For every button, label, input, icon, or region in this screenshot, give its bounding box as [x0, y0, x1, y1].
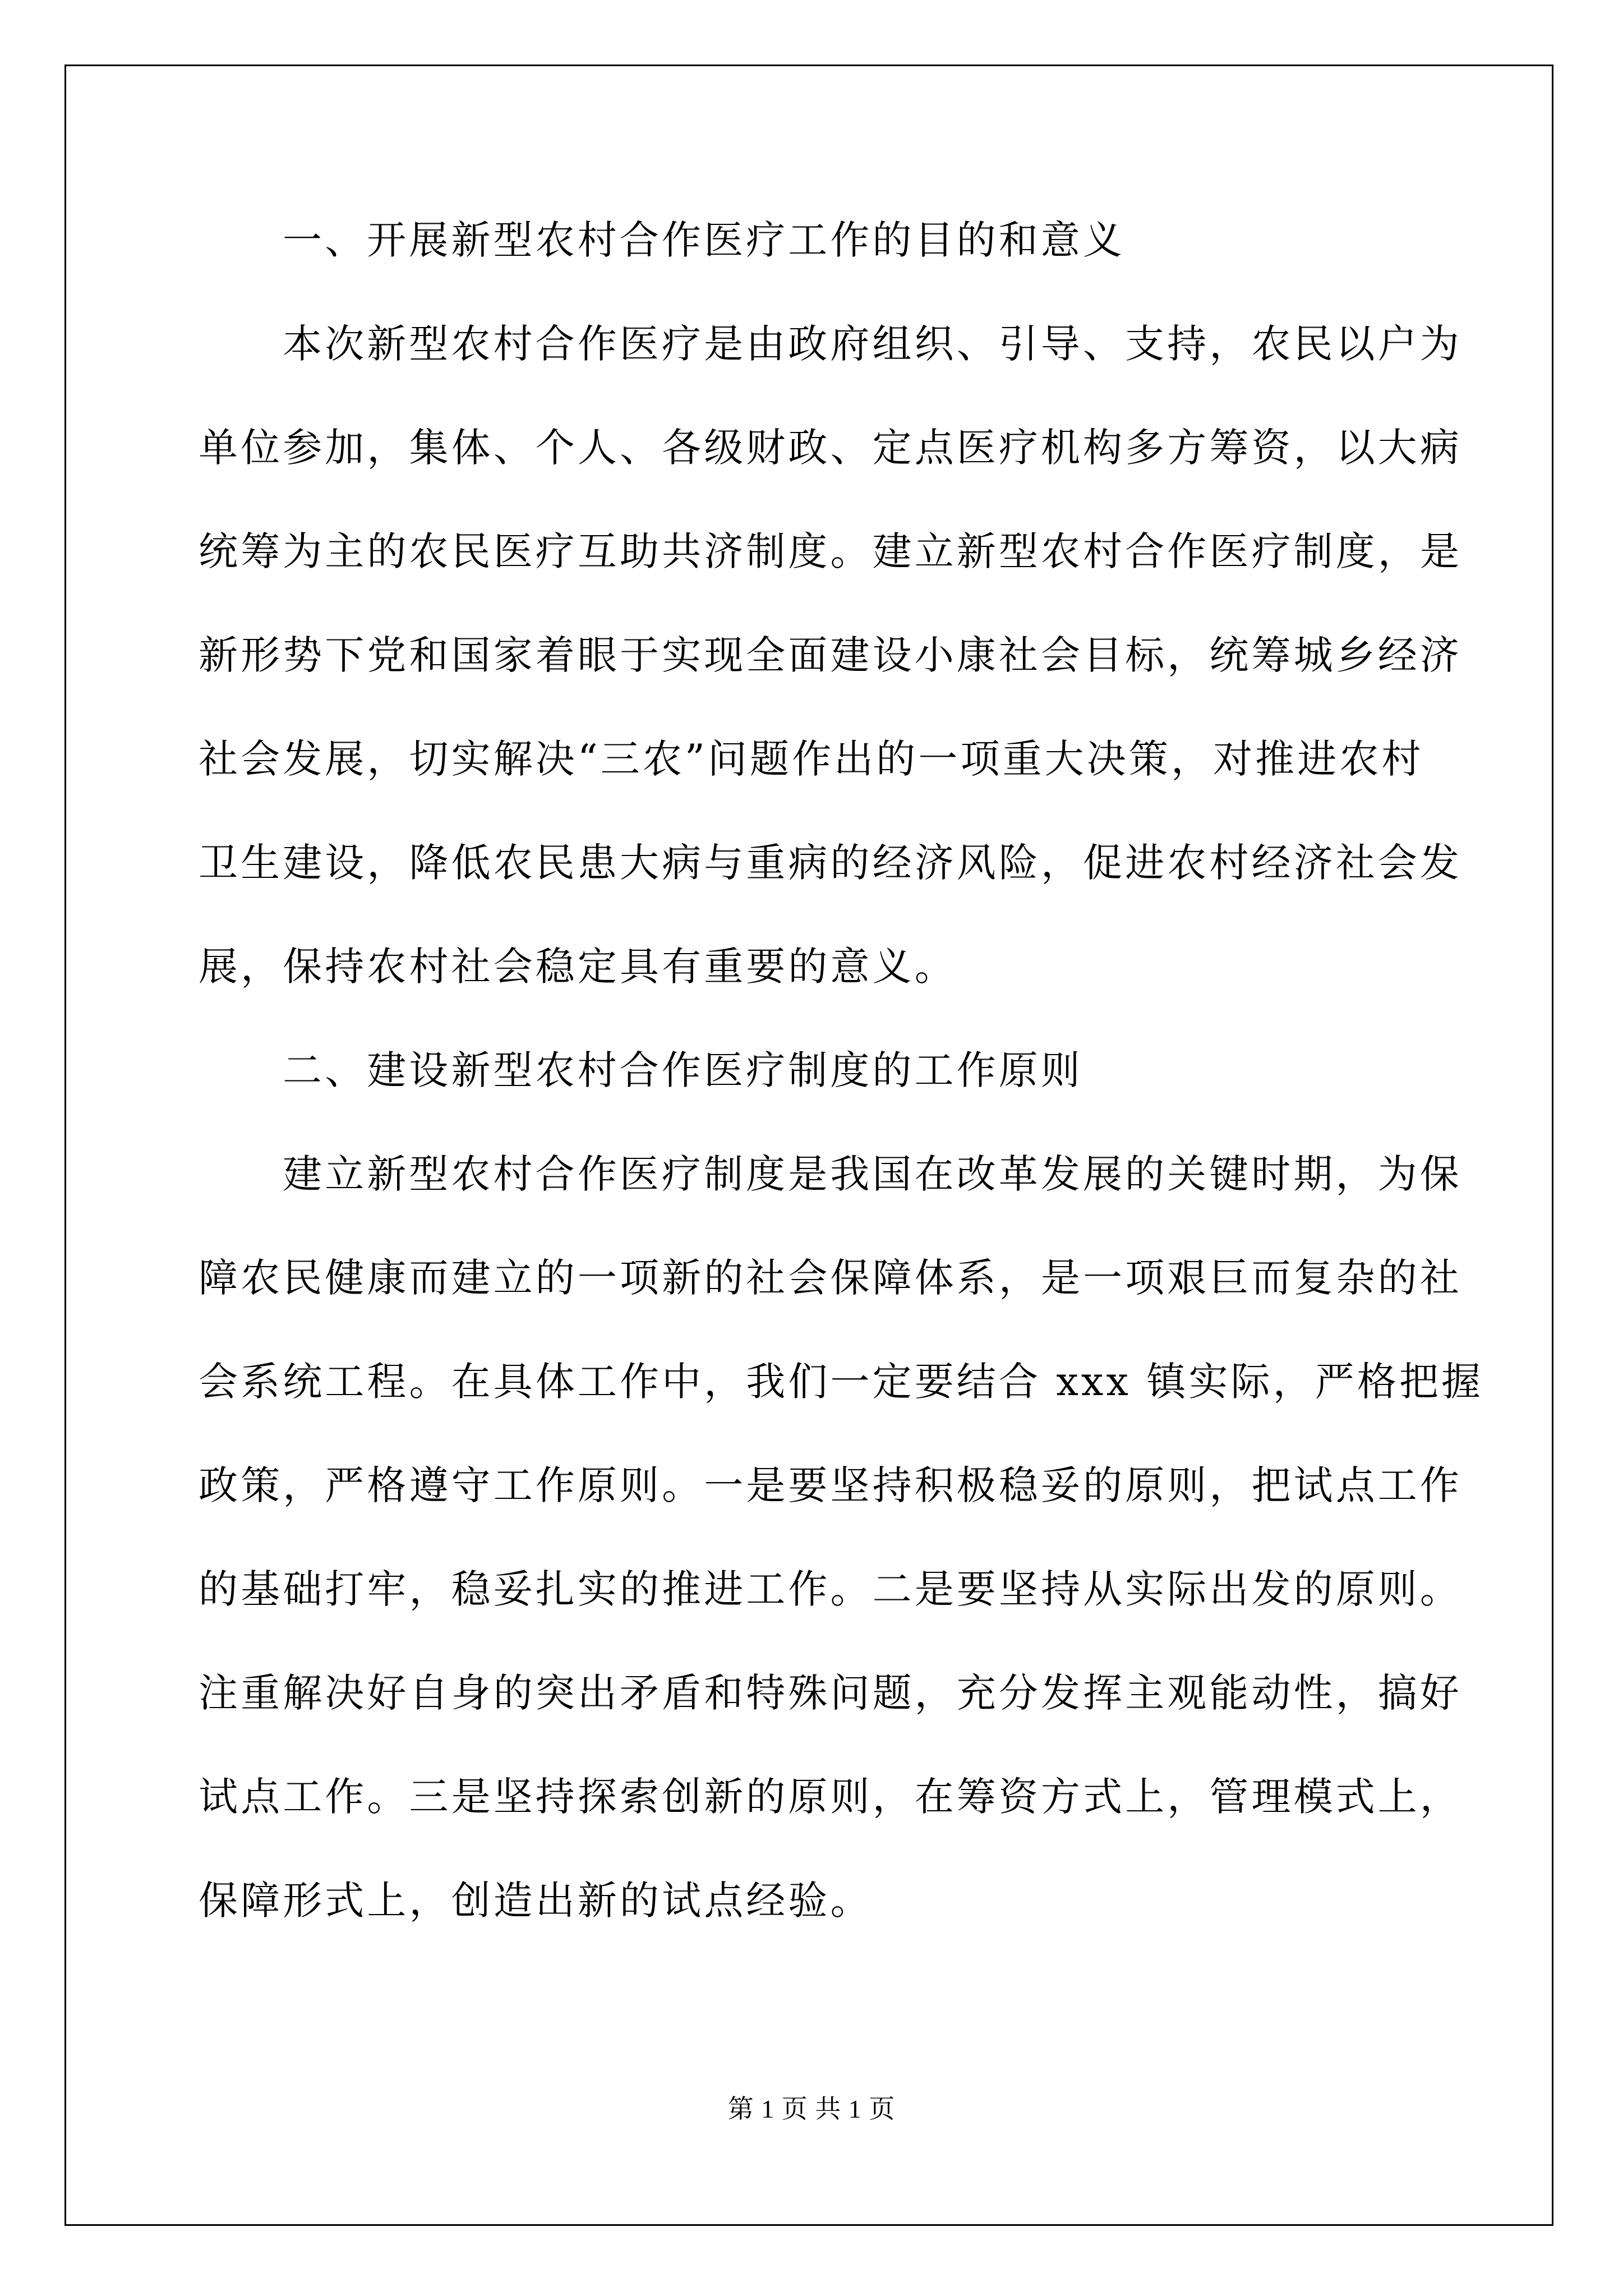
paragraph-line: 建立新型农村合作医疗制度是我国在改革发展的关键时期，为保: [283, 1151, 1462, 1197]
paragraph-line: 社会发展，切实解决“三农”问题作出的一项重大决策，对推进农村: [199, 736, 1424, 782]
paragraph-line: 注重解决好自身的突出矛盾和特殊问题，充分发挥主观能动性，搞好: [199, 1670, 1462, 1716]
paragraph-line: 卫生建设，降低农民患大病与重病的经济风险，促进农村经济社会发: [199, 840, 1462, 886]
paragraph-line: 保障形式上，创造出新的试点经验。: [199, 1878, 873, 1924]
paragraph-line: 统筹为主的农民医疗互助共济制度。建立新型农村合作医疗制度，是: [199, 528, 1462, 574]
paragraph-line: 展，保持农村社会稳定具有重要的意义。: [199, 944, 957, 990]
paragraph-line: 政策，严格遵守工作原则。一是要坚持积极稳妥的原则，把试点工作: [199, 1462, 1462, 1508]
heading-2: 二、建设新型农村合作医疗制度的工作原则: [283, 1047, 1083, 1093]
paragraph-line: 的基础打牢，稳妥扎实的推进工作。二是要坚持从实际出发的原则。: [199, 1566, 1462, 1612]
heading-1: 一、开展新型农村合作医疗工作的目的和意义: [283, 217, 1125, 263]
paragraph-line: 试点工作。三是坚持探索创新的原则，在筹资方式上，管理模式上，: [199, 1774, 1462, 1820]
paragraph-line: 单位参加，集体、个人、各级财政、定点医疗机构多方筹资，以大病: [199, 425, 1462, 471]
paragraph-line: 本次新型农村合作医疗是由政府组织、引导、支持，农民以户为: [283, 321, 1462, 367]
paragraph-line: 新形势下党和国家着眼于实现全面建设小康社会目标，统筹城乡经济: [199, 632, 1462, 678]
page-footer: 第 1 页 共 1 页: [727, 2095, 896, 2123]
paragraph-line: 障农民健康而建立的一项新的社会保障体系，是一项艰巨而复杂的社: [199, 1255, 1462, 1301]
paragraph-line: 会系统工程。在具体工作中，我们一定要结合 xxx 镇实际，严格把握: [199, 1359, 1484, 1405]
